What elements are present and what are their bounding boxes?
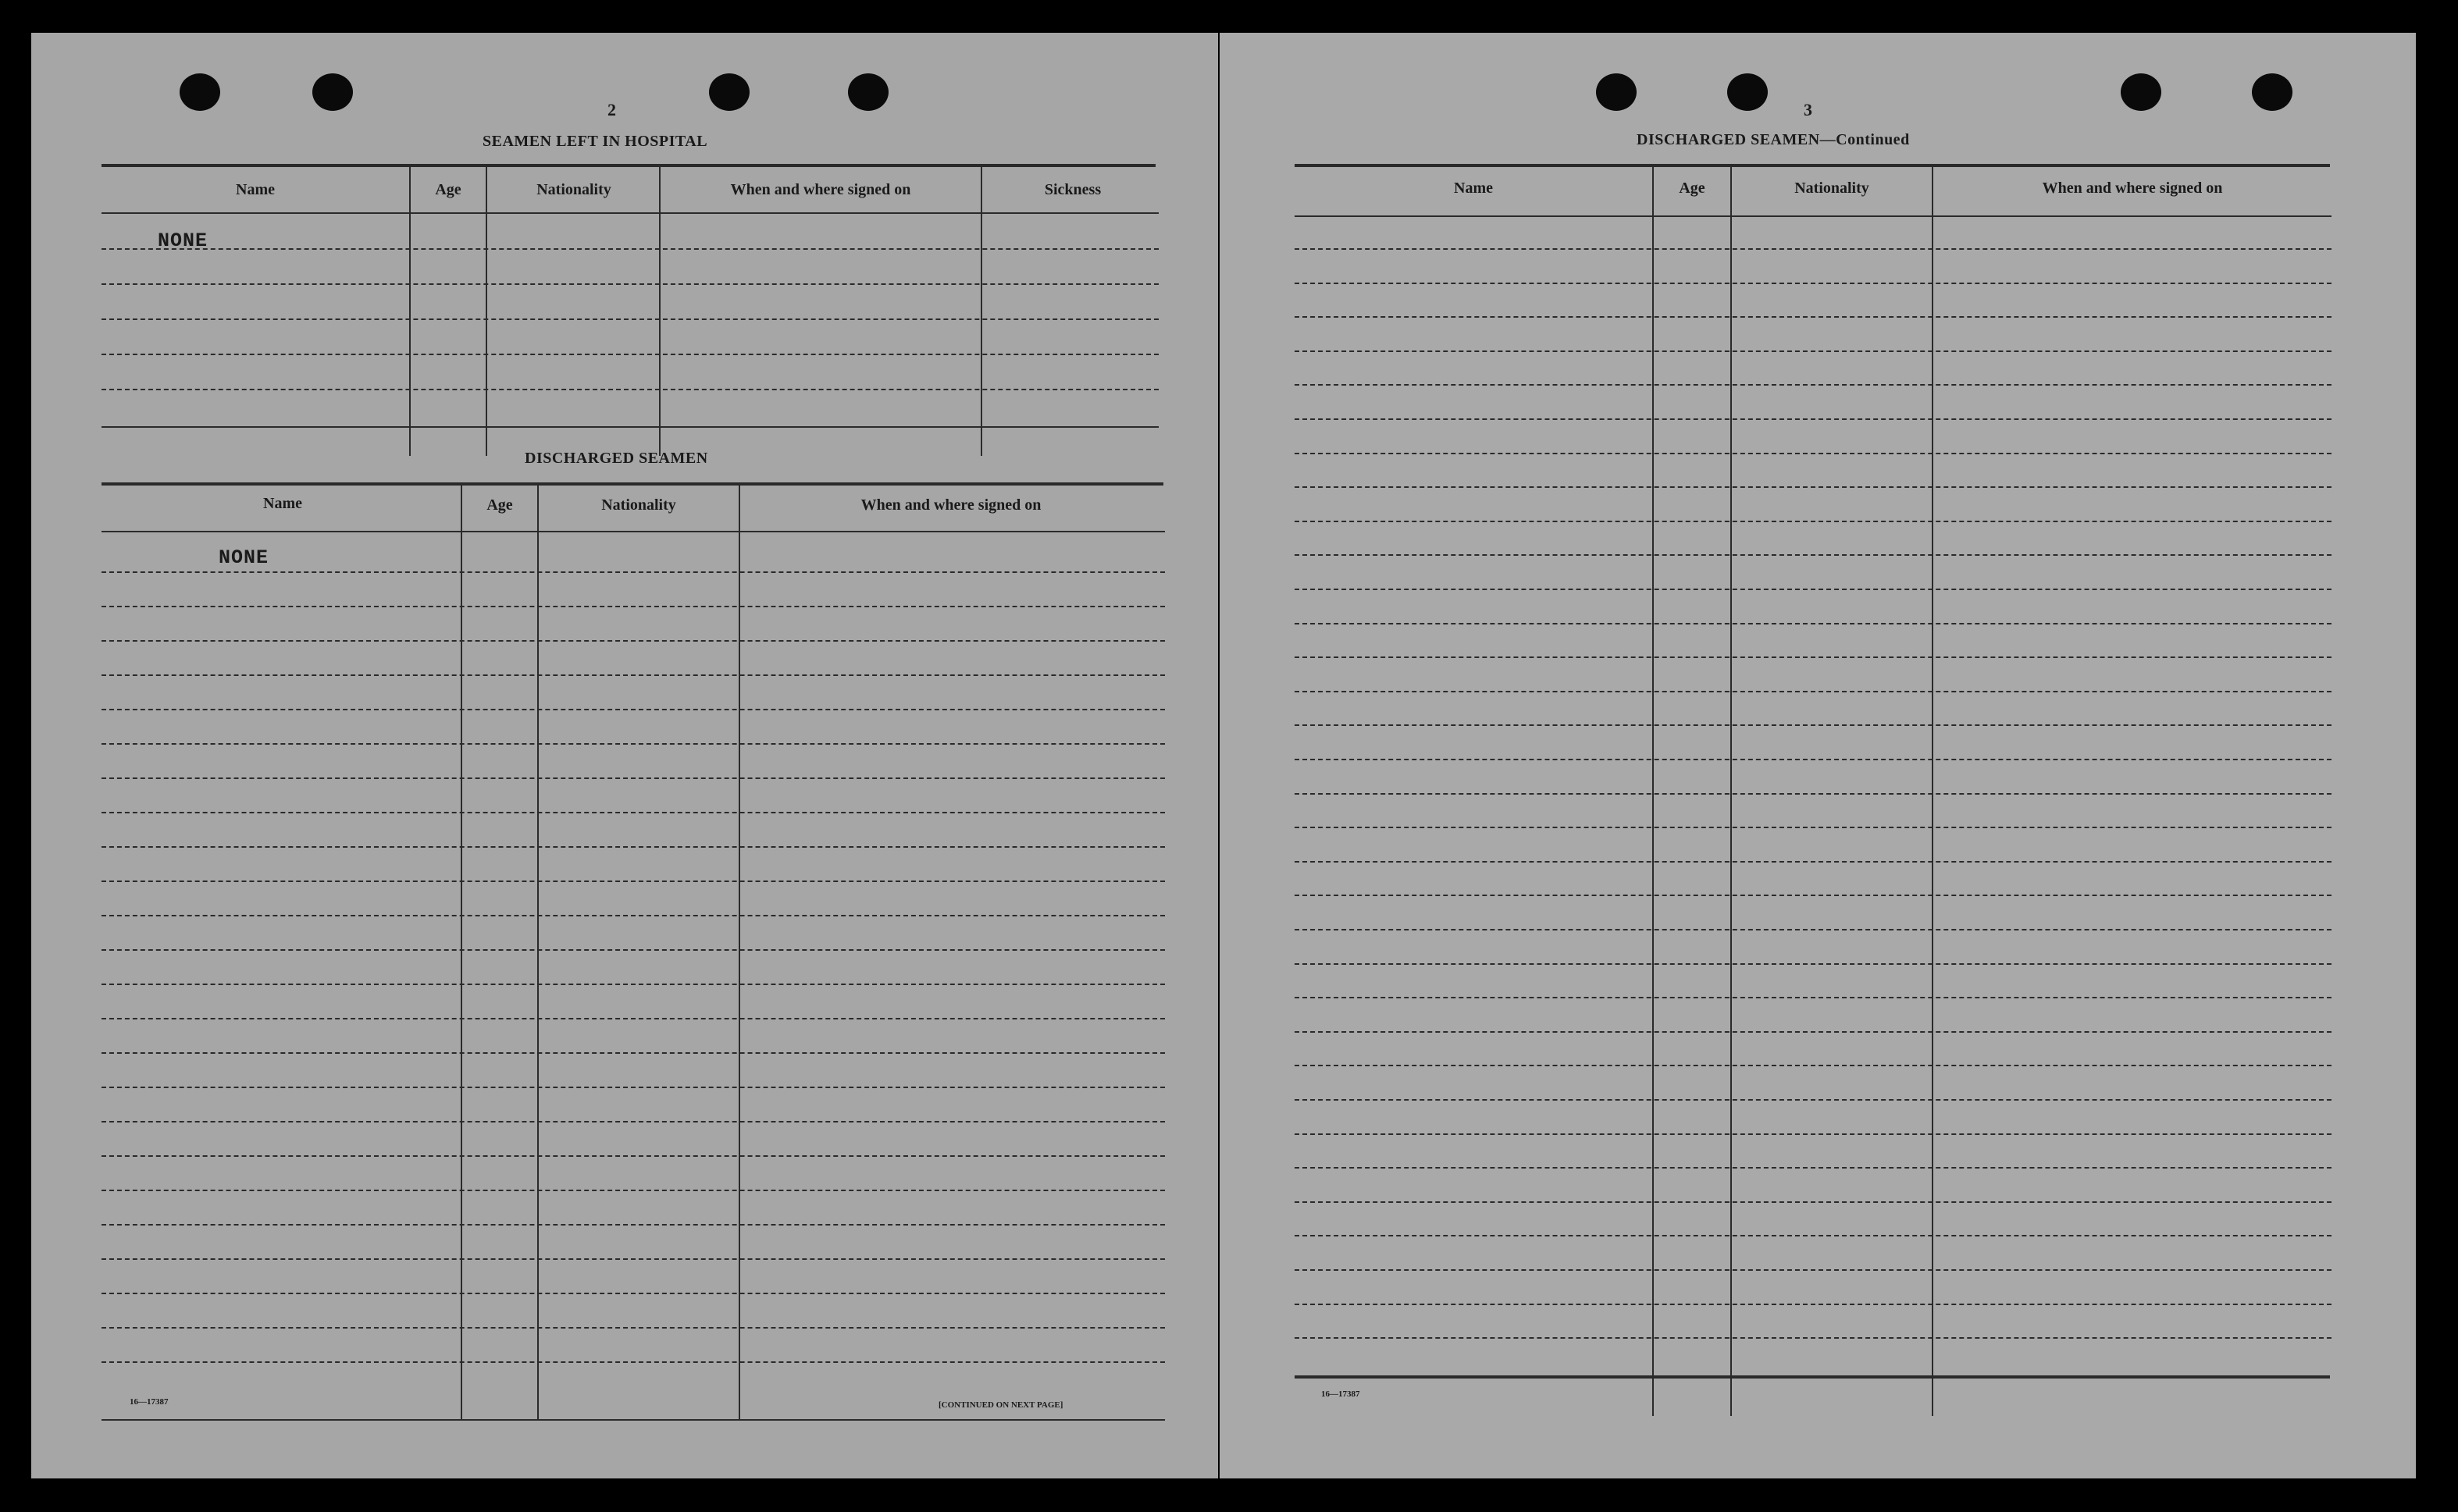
col-header-signed-on: When and where signed on xyxy=(730,181,911,198)
ruled-line xyxy=(102,389,1159,390)
header-rule xyxy=(102,212,1159,214)
ruled-line xyxy=(1295,1201,2332,1203)
punch-hole xyxy=(2252,73,2292,111)
ruled-line xyxy=(102,1018,1165,1019)
ruled-line xyxy=(1295,724,2332,726)
col-header-signed-on: When and where signed on xyxy=(860,496,1042,514)
ruled-line xyxy=(102,915,1165,916)
form-number: 16—17387 xyxy=(1321,1389,1360,1399)
ruled-line xyxy=(102,743,1165,745)
ruled-line xyxy=(1295,691,2332,692)
discharged-entry: NONE xyxy=(219,546,269,569)
punch-hole xyxy=(180,73,220,111)
ruled-line xyxy=(1295,1031,2332,1033)
column-divider xyxy=(659,167,661,456)
ruled-line xyxy=(102,709,1165,710)
ruled-line xyxy=(1295,623,2332,624)
col-header-nationality: Nationality xyxy=(536,181,611,198)
ruled-line xyxy=(1295,350,2332,352)
ruled-line xyxy=(1295,453,2332,454)
ruled-line xyxy=(102,606,1165,607)
ruled-line xyxy=(102,984,1165,985)
continued-note: [CONTINUED ON NEXT PAGE] xyxy=(939,1400,1063,1410)
table-top-rule xyxy=(102,164,1156,167)
ruled-line xyxy=(102,1190,1165,1191)
ruled-line xyxy=(1295,1269,2332,1271)
ruled-line xyxy=(1295,486,2332,488)
section-title xyxy=(1637,131,1910,149)
table-bottom-rule xyxy=(102,1419,1165,1421)
ruled-line xyxy=(102,1087,1165,1088)
ruled-line xyxy=(102,812,1165,813)
col-header-name: Name xyxy=(236,181,275,198)
ruled-line xyxy=(1295,759,2332,760)
table-top-rule xyxy=(102,482,1163,486)
column-divider xyxy=(409,167,411,456)
table-top-rule xyxy=(1295,164,2330,167)
ruled-line xyxy=(1295,1167,2332,1169)
ruled-line xyxy=(1295,1235,2332,1236)
hospital-section-title: SEAMEN LEFT IN HOSPITAL xyxy=(483,133,708,150)
column-divider xyxy=(1730,167,1732,1416)
ruled-line xyxy=(102,354,1159,355)
col-header-name: Name xyxy=(1454,180,1493,197)
ruled-line xyxy=(102,1327,1165,1329)
table-bottom-rule xyxy=(1295,1375,2330,1379)
punch-hole xyxy=(1727,73,1768,111)
ruled-line xyxy=(102,777,1165,779)
ruled-line xyxy=(102,1052,1165,1054)
ruled-line xyxy=(1295,521,2332,522)
col-header-age: Age xyxy=(486,496,513,514)
column-divider xyxy=(461,486,462,1421)
ruled-line xyxy=(1295,929,2332,930)
ruled-line xyxy=(102,674,1165,676)
ruled-line xyxy=(102,248,1159,250)
ruled-line xyxy=(1295,418,2332,420)
form-number: 16—17387 xyxy=(130,1397,169,1407)
ruled-line xyxy=(1295,554,2332,556)
ruled-line xyxy=(1295,895,2332,896)
discharged-section-title: DISCHARGED SEAMEN xyxy=(525,450,708,467)
ruled-line xyxy=(1295,1304,2332,1305)
ruled-line xyxy=(1295,384,2332,386)
ruled-line xyxy=(102,318,1159,320)
punch-hole xyxy=(848,73,889,111)
ruled-line xyxy=(102,1258,1165,1260)
ruled-line xyxy=(102,1155,1165,1157)
col-header-age: Age xyxy=(435,181,461,198)
col-header-name: Name xyxy=(263,495,302,512)
column-divider xyxy=(537,486,539,1421)
section-title-main: DISCHARGED SEAMEN xyxy=(1637,131,1820,148)
column-divider xyxy=(739,486,740,1421)
page-number: 3 xyxy=(1804,100,1812,119)
ruled-line xyxy=(102,283,1159,285)
ruled-line xyxy=(102,640,1165,642)
col-header-age: Age xyxy=(1679,180,1705,197)
section-title-suffix: —Continued xyxy=(1819,131,1910,148)
column-divider xyxy=(486,167,487,456)
ruled-line xyxy=(1295,1133,2332,1135)
punch-hole xyxy=(1596,73,1637,111)
right-page xyxy=(1220,33,2416,1478)
ruled-line xyxy=(102,949,1165,951)
ruled-line xyxy=(1295,1065,2332,1066)
column-divider xyxy=(981,167,982,456)
ruled-line xyxy=(102,881,1165,882)
ruled-line xyxy=(102,1361,1165,1363)
page-number: 2 xyxy=(607,100,616,119)
hospital-entry: NONE xyxy=(158,229,208,252)
ruled-line xyxy=(1295,589,2332,590)
header-rule xyxy=(102,531,1165,532)
ruled-line xyxy=(102,1121,1165,1122)
col-header-sickness: Sickness xyxy=(1044,181,1102,198)
ruled-line xyxy=(1295,283,2332,284)
punch-hole xyxy=(709,73,750,111)
ruled-line xyxy=(1295,1337,2332,1339)
ruled-line xyxy=(1295,793,2332,795)
table-bottom-rule xyxy=(102,426,1159,428)
col-header-signed-on: When and where signed on xyxy=(2042,180,2223,197)
ruled-line xyxy=(1295,316,2332,318)
punch-hole xyxy=(2121,73,2161,111)
col-header-nationality: Nationality xyxy=(601,496,676,514)
col-header-nationality: Nationality xyxy=(1794,180,1869,197)
column-divider xyxy=(1932,167,1933,1416)
ruled-line xyxy=(1295,997,2332,998)
ruled-line xyxy=(1295,248,2332,250)
ruled-line xyxy=(1295,656,2332,658)
ruled-line xyxy=(1295,1099,2332,1101)
ruled-line xyxy=(102,846,1165,848)
left-page xyxy=(31,33,1218,1478)
ruled-line xyxy=(1295,827,2332,828)
column-divider xyxy=(1652,167,1654,1416)
ruled-line xyxy=(102,571,1165,573)
punch-hole xyxy=(312,73,353,111)
header-rule xyxy=(1295,215,2332,217)
ruled-line xyxy=(102,1293,1165,1294)
ruled-line xyxy=(1295,963,2332,965)
ruled-line xyxy=(1295,861,2332,863)
ruled-line xyxy=(102,1224,1165,1226)
